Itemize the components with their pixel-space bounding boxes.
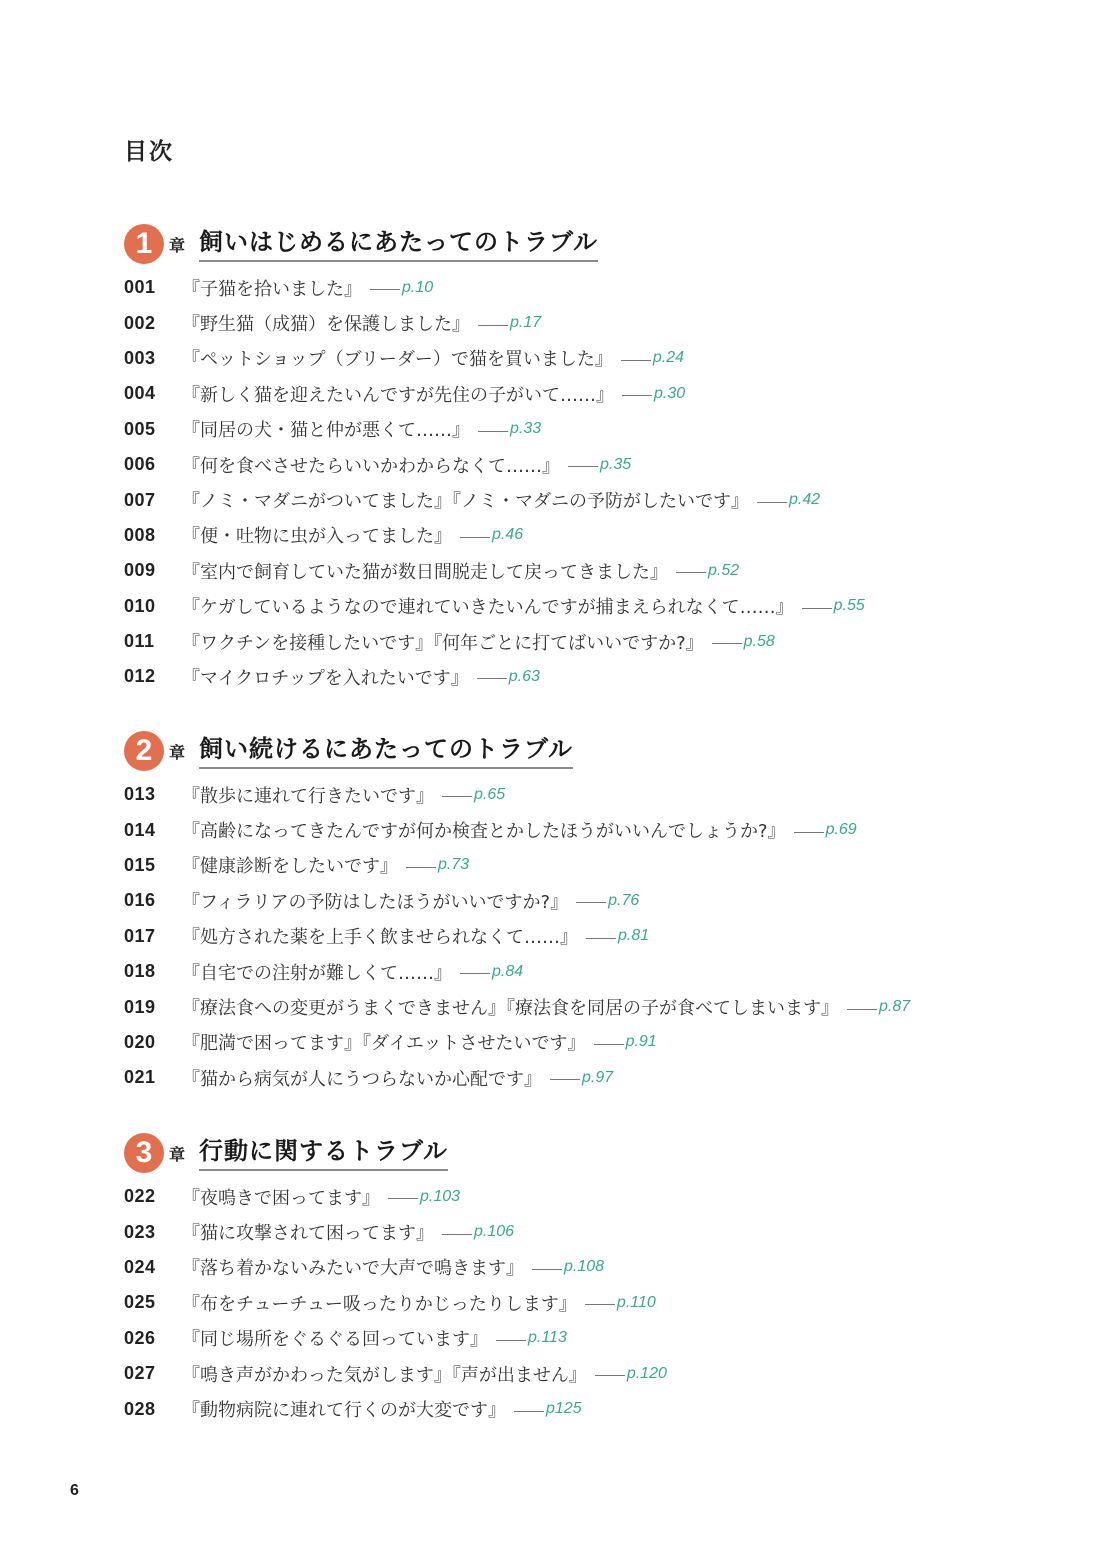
page-reference[interactable]: p.42 — [789, 491, 821, 509]
toc-entry[interactable] — [124, 989, 910, 1024]
entry-number: 014 — [124, 819, 156, 840]
leader-dash — [370, 289, 400, 290]
entry-title: 『布をチューチュー吸ったりかじったりします』 — [182, 1293, 577, 1315]
leader-dash — [594, 1044, 624, 1045]
page-reference[interactable]: p.113 — [528, 1329, 567, 1347]
leader-dash — [460, 973, 490, 974]
toc-entry[interactable] — [124, 553, 865, 588]
leader-dash — [757, 502, 787, 503]
page-reference[interactable]: p.81 — [618, 927, 650, 945]
leader-dash — [478, 431, 508, 432]
leader-dash — [442, 796, 472, 797]
page-reference[interactable]: p.55 — [833, 597, 865, 615]
chapter-label: 章 — [169, 742, 186, 762]
entry-title: 『野生猫（成猫）を保護しました』 — [182, 314, 470, 336]
leader-dash — [712, 643, 742, 644]
entry-title: 『自宅での注射が難しくて……』 — [182, 962, 452, 984]
entry-number: 002 — [124, 312, 156, 333]
entry-number: 003 — [124, 347, 156, 368]
toc-entry[interactable] — [124, 1179, 667, 1214]
toc-entry[interactable] — [124, 1321, 667, 1356]
entry-title: 『ケガしているようなので連れていきたいんですが捕まえられなくて……』 — [182, 597, 794, 619]
entry-title: 『室内で飼育していた猫が数日間脱走して戻ってきました』 — [182, 561, 668, 583]
page-reference[interactable]: p.10 — [402, 278, 434, 296]
entry-number: 020 — [124, 1031, 156, 1052]
entry-title: 『猫に攻撃されて困ってます』 — [182, 1223, 434, 1245]
toc-list — [124, 777, 910, 1096]
entry-title: 『療法食への変更がうまくできません』『療法食を同居の子が食べてしまいます』 — [182, 998, 839, 1020]
toc-entry[interactable] — [124, 341, 865, 376]
leader-dash — [460, 537, 490, 538]
leader-dash — [794, 832, 824, 833]
toc-entry[interactable] — [124, 1214, 667, 1249]
page-reference[interactable]: p.33 — [510, 420, 542, 438]
entry-title: 『同居の犬・猫と仲が悪くて……』 — [182, 420, 470, 442]
entry-number: 024 — [124, 1256, 156, 1277]
chapter-heading — [124, 1133, 667, 1173]
chapter-title[interactable]: 飼い続けるにあたってのトラブル — [199, 733, 573, 769]
toc-list — [124, 1179, 667, 1427]
toc-entry[interactable] — [124, 305, 865, 340]
chapter-label: 章 — [169, 235, 186, 255]
toc-entry[interactable] — [124, 518, 865, 553]
toc-entry[interactable] — [124, 1391, 667, 1426]
toc-entry[interactable] — [124, 777, 910, 812]
page-reference[interactable]: p.63 — [508, 667, 540, 685]
entry-number: 026 — [124, 1327, 156, 1348]
page-reference[interactable]: p.73 — [438, 856, 470, 874]
entry-title: 『夜鳴きで困ってます』 — [182, 1187, 380, 1209]
leader-dash — [802, 608, 832, 609]
toc-entry[interactable] — [124, 919, 910, 954]
entry-number: 028 — [124, 1398, 156, 1419]
page-reference[interactable]: p.52 — [708, 561, 740, 579]
entry-title: 『猫から病気が人にうつらないか心配です』 — [182, 1068, 542, 1090]
entry-number: 012 — [124, 666, 156, 687]
entry-title: 『ワクチンを接種したいです』『何年ごとに打てばいいですか?』 — [182, 632, 704, 654]
toc-entry[interactable] — [124, 270, 865, 305]
chapter-label: 章 — [169, 1144, 186, 1164]
entry-number: 011 — [124, 631, 155, 652]
page-reference[interactable]: p.24 — [652, 349, 685, 367]
entry-number: 010 — [124, 595, 156, 616]
page-number: 6 — [70, 1482, 79, 1499]
entry-number: 009 — [124, 560, 156, 581]
entry-title: 『落ち着かないみたいで大声で鳴きます』 — [182, 1258, 524, 1280]
toc-entry[interactable] — [124, 447, 865, 482]
toc-entry[interactable] — [124, 848, 910, 883]
page-reference[interactable]: p.103 — [420, 1187, 461, 1205]
entry-title: 『マイクロチップを入れたいです』 — [182, 667, 469, 689]
page-reference[interactable]: p.87 — [879, 998, 911, 1016]
entry-title: 『肥満で困ってます』『ダイエットさせたいです』 — [182, 1033, 586, 1055]
toc-entry[interactable] — [124, 1025, 910, 1060]
entry-number: 022 — [124, 1186, 156, 1207]
leader-dash — [621, 360, 651, 361]
toc-entry[interactable] — [124, 1060, 910, 1095]
toc-entry[interactable] — [124, 589, 865, 624]
entry-number: 019 — [124, 996, 156, 1017]
leader-dash — [585, 1304, 615, 1305]
toc-entry[interactable] — [124, 482, 865, 517]
page-reference[interactable]: p.106 — [474, 1223, 515, 1241]
entry-title: 『何を食べさせたらいいかわからなくて……』 — [182, 455, 560, 477]
leader-dash — [442, 1234, 472, 1235]
leader-dash — [568, 466, 598, 467]
toc-entry[interactable] — [124, 954, 910, 989]
chapter-number-badge: 2 — [124, 731, 164, 771]
toc-list — [124, 270, 865, 695]
chapter-number-badge: 3 — [124, 1133, 164, 1173]
entry-number: 018 — [124, 961, 156, 982]
chapter-heading — [124, 224, 865, 264]
entry-number: 013 — [124, 784, 156, 805]
entry-title: 『便・吐物に虫が入ってました』 — [182, 526, 452, 548]
page-reference[interactable]: p.69 — [825, 821, 857, 839]
toc-entry[interactable] — [124, 659, 865, 694]
entry-number: 016 — [124, 890, 156, 911]
toc-entry[interactable] — [124, 812, 910, 847]
page-reference[interactable]: p.108 — [564, 1258, 605, 1276]
chapter-2 — [124, 731, 910, 1096]
entry-title: 『動物病院に連れて行くのが大変です』 — [182, 1400, 506, 1422]
entry-number: 025 — [124, 1292, 156, 1313]
page-reference[interactable]: p.35 — [600, 455, 632, 473]
chapter-title[interactable]: 飼いはじめるにあたってのトラブル — [199, 226, 598, 262]
entry-number: 005 — [124, 418, 156, 439]
toc-entry[interactable] — [124, 883, 910, 918]
page-reference[interactable]: p.120 — [626, 1364, 667, 1382]
entry-title: 『ノミ・マダニがついてました』『ノミ・マダニの予防がしたいです』 — [182, 491, 749, 513]
leader-dash — [847, 1009, 877, 1010]
leader-dash — [514, 1411, 544, 1412]
page-reference[interactable]: p.65 — [474, 785, 506, 803]
page-reference[interactable]: p125 — [546, 1400, 582, 1418]
entry-number: 006 — [124, 454, 156, 475]
page-reference[interactable]: p.30 — [654, 384, 686, 402]
entry-title: 『同じ場所をぐるぐる回っています』 — [182, 1329, 488, 1351]
chapter-number-badge: 1 — [124, 224, 164, 264]
leader-dash — [477, 678, 507, 679]
chapter-1 — [124, 224, 865, 695]
page-reference[interactable]: p.17 — [510, 314, 542, 332]
leader-dash — [595, 1375, 625, 1376]
chapter-3 — [124, 1133, 667, 1427]
leader-dash — [406, 867, 436, 868]
entry-title: 『処方された薬を上手く飲ませられなくて……』 — [182, 927, 578, 949]
leader-dash — [550, 1079, 580, 1080]
leader-dash — [622, 395, 652, 396]
entry-title: 『新しく猫を迎えたいんですが先住の子がいて……』 — [182, 384, 614, 406]
entry-title: 『子猫を拾いました』 — [182, 278, 362, 300]
page-title: 目次 — [124, 139, 174, 165]
page-reference[interactable]: p.58 — [743, 632, 775, 650]
toc-entry[interactable] — [124, 376, 865, 411]
entry-title: 『鳴き声がかわった気がします』『声が出ません』 — [182, 1364, 587, 1386]
leader-dash — [496, 1340, 526, 1341]
toc-entry[interactable] — [124, 412, 865, 447]
entry-title: 『健康診断をしたいです』 — [182, 856, 398, 878]
entry-title: 『フィラリアの予防はしたほうがいいですか?』 — [182, 891, 569, 913]
toc-entry[interactable] — [124, 624, 865, 659]
entry-number: 004 — [124, 383, 156, 404]
chapter-title[interactable]: 行動に関するトラブル — [199, 1135, 448, 1171]
page-reference[interactable]: p.110 — [616, 1293, 656, 1311]
page-reference[interactable]: p.84 — [492, 962, 524, 980]
toc-entry[interactable] — [124, 1356, 667, 1391]
toc-entry[interactable] — [124, 1285, 667, 1320]
entry-title: 『散歩に連れて行きたいです』 — [182, 785, 434, 807]
leader-dash — [676, 572, 706, 573]
entry-number: 008 — [124, 524, 156, 545]
leader-dash — [388, 1198, 418, 1199]
chapter-heading — [124, 731, 910, 771]
entry-title: 『ペットショップ（ブリーダー）で猫を買いました』 — [182, 349, 613, 371]
toc-entry[interactable] — [124, 1250, 667, 1285]
leader-dash — [532, 1269, 562, 1270]
entry-number: 017 — [124, 925, 156, 946]
entry-number: 023 — [124, 1221, 156, 1242]
entry-number: 001 — [124, 277, 156, 298]
entry-number: 021 — [124, 1067, 156, 1088]
leader-dash — [576, 902, 606, 903]
leader-dash — [586, 938, 616, 939]
page-reference[interactable]: p.91 — [625, 1033, 657, 1051]
page-reference[interactable]: p.97 — [582, 1068, 614, 1086]
page-reference[interactable]: p.46 — [492, 526, 524, 544]
entry-number: 027 — [124, 1363, 156, 1384]
page-reference[interactable]: p.76 — [608, 891, 640, 909]
entry-number: 015 — [124, 854, 156, 875]
entry-number: 007 — [124, 489, 156, 510]
entry-title: 『高齢になってきたんですが何か検査とかしたほうがいいんでしょうか?』 — [182, 821, 786, 843]
leader-dash — [478, 325, 508, 326]
